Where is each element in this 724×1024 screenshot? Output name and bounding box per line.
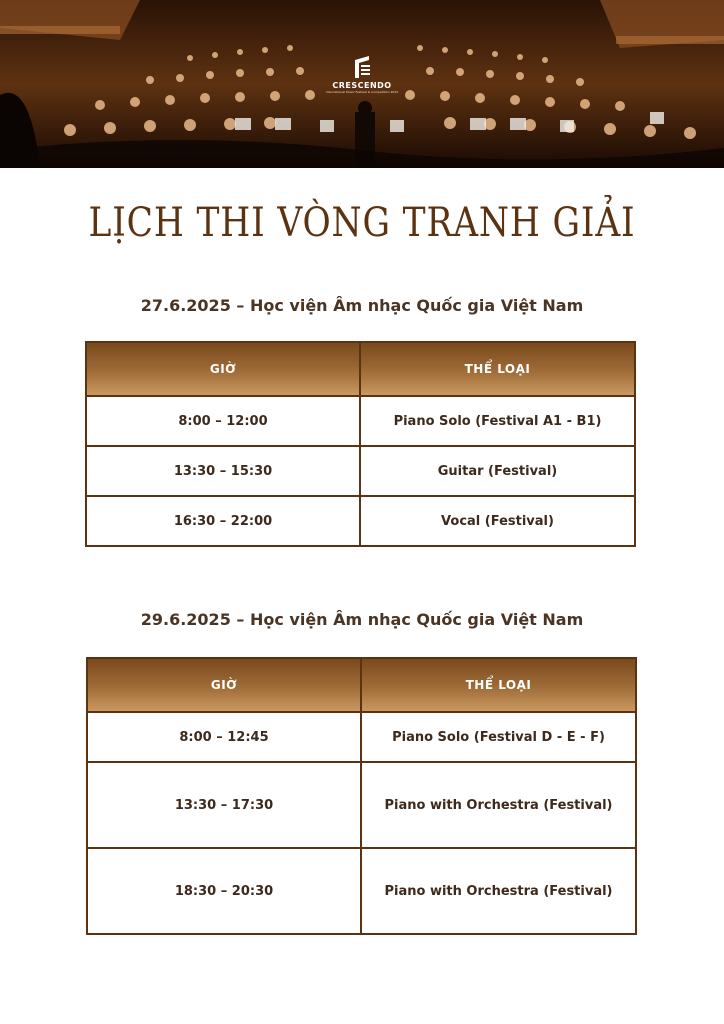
table-header-row	[87, 658, 636, 712]
table-row	[86, 396, 635, 446]
table-row	[87, 848, 636, 934]
hero-banner-orchestra-image	[0, 0, 724, 168]
column-header-time: GIỜ	[87, 658, 361, 712]
time-cell: 13:30 – 17:30	[87, 762, 361, 848]
category-cell: Piano Solo (Festival D - E - F)	[361, 712, 636, 762]
time-cell: 8:00 – 12:45	[87, 712, 361, 762]
logo-name: CRESCENDO	[332, 81, 392, 90]
category-cell: Piano with Orchestra (Festival)	[361, 762, 636, 848]
column-header-category: THỂ LOẠI	[361, 658, 636, 712]
time-cell: 16:30 – 22:00	[86, 496, 360, 546]
schedule-2-table	[86, 657, 637, 935]
time-cell: 8:00 – 12:00	[86, 396, 360, 446]
table-row	[86, 496, 635, 546]
table-header-row	[86, 342, 635, 396]
time-cell: 18:30 – 20:30	[87, 848, 361, 934]
table-row	[86, 446, 635, 496]
schedule-2-heading: 29.6.2025 – Học viện Âm nhạc Quốc gia Việt Nam	[140, 610, 584, 629]
category-cell: Guitar (Festival)	[360, 446, 635, 496]
category-cell: Piano Solo (Festival A1 - B1)	[360, 396, 635, 446]
column-header-category: THỂ LOẠI	[360, 342, 635, 396]
time-cell: 13:30 – 15:30	[86, 446, 360, 496]
logo-tagline: International Music Festival & Competition 2025	[325, 90, 399, 94]
crescendo-logo-mark-icon	[351, 54, 373, 80]
category-cell: Vocal (Festival)	[360, 496, 635, 546]
category-cell: Piano with Orchestra (Festival)	[361, 848, 636, 934]
crescendo-logo	[322, 54, 402, 104]
table-row	[87, 762, 636, 848]
schedule-1-table	[85, 341, 636, 547]
page-title: LỊCH THI VÒNG TRANH GIẢI	[88, 200, 636, 246]
column-header-time: GIỜ	[86, 342, 360, 396]
schedule-1-heading: 27.6.2025 – Học viện Âm nhạc Quốc gia Việt Nam	[140, 296, 584, 315]
table-row	[87, 712, 636, 762]
